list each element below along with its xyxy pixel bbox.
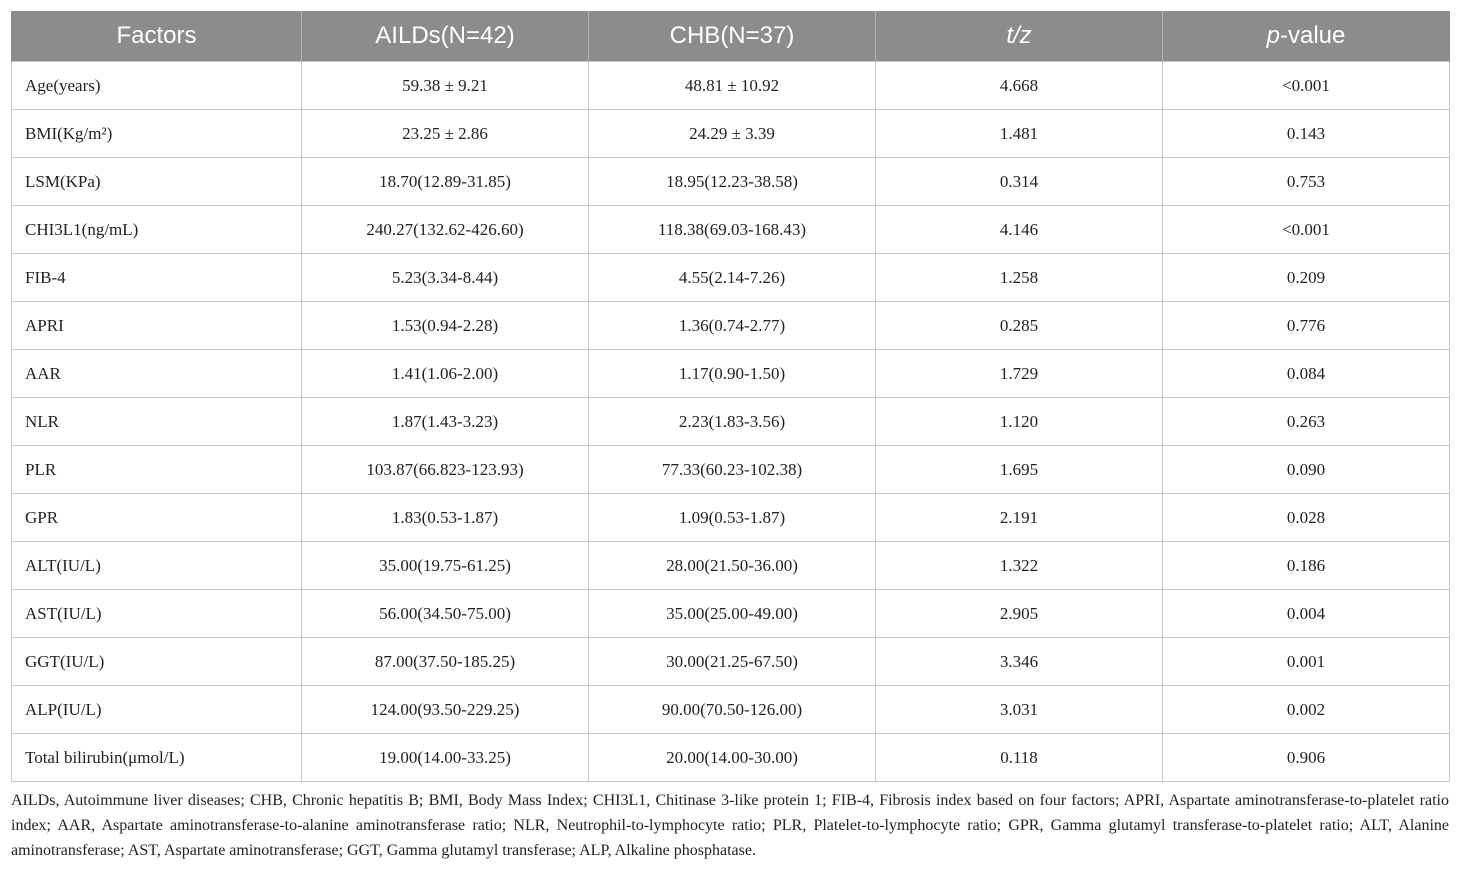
header-tz-italic: t/z — [1006, 22, 1032, 49]
factor-cell: GPR — [12, 494, 302, 542]
header-factors: Factors — [12, 11, 302, 62]
test-statistic-cell: 1.322 — [876, 542, 1163, 590]
p-value-cell: <0.001 — [1163, 62, 1450, 110]
chb-value-cell: 1.09(0.53-1.87) — [589, 494, 876, 542]
table-row — [12, 206, 1450, 254]
p-value-cell: 0.002 — [1163, 686, 1450, 734]
chb-value-cell: 4.55(2.14-7.26) — [589, 254, 876, 302]
test-statistic-cell: 1.729 — [876, 350, 1163, 398]
ailds-value-cell: 5.23(3.34-8.44) — [302, 254, 589, 302]
chb-value-cell: 20.00(14.00-30.00) — [589, 734, 876, 782]
p-value-cell: 0.186 — [1163, 542, 1450, 590]
test-statistic-cell: 4.668 — [876, 62, 1163, 110]
factor-cell: LSM(KPa) — [12, 158, 302, 206]
chb-value-cell: 48.81 ± 10.92 — [589, 62, 876, 110]
factor-cell: ALP(IU/L) — [12, 686, 302, 734]
p-value-cell: 0.004 — [1163, 590, 1450, 638]
factor-cell: GGT(IU/L) — [12, 638, 302, 686]
p-value-cell: 0.001 — [1163, 638, 1450, 686]
table-row — [12, 734, 1450, 782]
p-value-cell: 0.209 — [1163, 254, 1450, 302]
ailds-value-cell: 103.87(66.823-123.93) — [302, 446, 589, 494]
test-statistic-cell: 2.905 — [876, 590, 1163, 638]
data-table-container — [11, 11, 1449, 782]
factor-cell: Age(years) — [12, 62, 302, 110]
ailds-value-cell: 124.00(93.50-229.25) — [302, 686, 589, 734]
p-value-cell: 0.090 — [1163, 446, 1450, 494]
chb-value-cell: 77.33(60.23-102.38) — [589, 446, 876, 494]
test-statistic-cell: 2.191 — [876, 494, 1163, 542]
test-statistic-cell: 3.031 — [876, 686, 1163, 734]
table-row — [12, 350, 1450, 398]
ailds-value-cell: 1.87(1.43-3.23) — [302, 398, 589, 446]
table-row — [12, 446, 1450, 494]
test-statistic-cell: 4.146 — [876, 206, 1163, 254]
header-test-statistic — [876, 11, 1163, 62]
chb-value-cell: 118.38(69.03-168.43) — [589, 206, 876, 254]
p-value-cell: 0.776 — [1163, 302, 1450, 350]
test-statistic-cell: 0.314 — [876, 158, 1163, 206]
header-ailds: AILDs(N=42) — [302, 11, 589, 62]
test-statistic-cell: 0.285 — [876, 302, 1163, 350]
ailds-value-cell: 19.00(14.00-33.25) — [302, 734, 589, 782]
header-p-value — [1163, 11, 1450, 62]
p-value-cell: 0.084 — [1163, 350, 1450, 398]
chb-value-cell: 1.36(0.74-2.77) — [589, 302, 876, 350]
factor-cell: NLR — [12, 398, 302, 446]
ailds-value-cell: 35.00(19.75-61.25) — [302, 542, 589, 590]
table-row — [12, 590, 1450, 638]
factor-cell: FIB-4 — [12, 254, 302, 302]
p-value-cell: 0.028 — [1163, 494, 1450, 542]
p-value-cell: 0.263 — [1163, 398, 1450, 446]
ailds-value-cell: 23.25 ± 2.86 — [302, 110, 589, 158]
factor-cell: Total bilirubin(μmol/L) — [12, 734, 302, 782]
test-statistic-cell: 1.481 — [876, 110, 1163, 158]
table-row — [12, 158, 1450, 206]
test-statistic-cell: 1.258 — [876, 254, 1163, 302]
ailds-value-cell: 1.83(0.53-1.87) — [302, 494, 589, 542]
ailds-value-cell: 1.53(0.94-2.28) — [302, 302, 589, 350]
p-value-cell: 0.906 — [1163, 734, 1450, 782]
p-value-cell: 0.753 — [1163, 158, 1450, 206]
ailds-value-cell: 240.27(132.62-426.60) — [302, 206, 589, 254]
chb-value-cell: 90.00(70.50-126.00) — [589, 686, 876, 734]
ailds-value-cell: 18.70(12.89-31.85) — [302, 158, 589, 206]
table-row — [12, 638, 1450, 686]
factor-cell: AAR — [12, 350, 302, 398]
chb-value-cell: 30.00(21.25-67.50) — [589, 638, 876, 686]
factor-cell: APRI — [12, 302, 302, 350]
chb-value-cell: 28.00(21.50-36.00) — [589, 542, 876, 590]
p-value-cell: <0.001 — [1163, 206, 1450, 254]
factor-cell: BMI(Kg/m²) — [12, 110, 302, 158]
table-row — [12, 542, 1450, 590]
table-row — [12, 62, 1450, 110]
chb-value-cell: 24.29 ± 3.39 — [589, 110, 876, 158]
test-statistic-cell: 0.118 — [876, 734, 1163, 782]
header-p-rest: -value — [1279, 22, 1346, 49]
chb-value-cell: 18.95(12.23-38.58) — [589, 158, 876, 206]
factor-cell: PLR — [12, 446, 302, 494]
ailds-value-cell: 59.38 ± 9.21 — [302, 62, 589, 110]
table-body — [12, 62, 1450, 782]
test-statistic-cell: 1.120 — [876, 398, 1163, 446]
table-footnote: AILDs, Autoimmune liver diseases; CHB, Chronic hepatitis B; BMI, Body Mass Index; CHI3L1, Chitinase 3-like protein 1; FIB-4, Fibrosis index based on four factors; APRI, Aspartate aminotransferase-to-platelet ratio index; AAR, Aspartate aminotransferase-to-alanine aminotransferase ratio; NLR, Neutrophil-to-lymphocyte ratio; PLR, Platelet-to-lymphocyte ratio; GPR, Gamma glutamyl transferase-to-platelet ratio; ALT, Alanine aminotransferase; AST, Aspartate aminotransferase; GGT, Gamma glutamyl transferase; ALP, Alkaline phosphatase. — [11, 792, 1449, 859]
table-row — [12, 110, 1450, 158]
table-row — [12, 686, 1450, 734]
chb-value-cell: 1.17(0.90-1.50) — [589, 350, 876, 398]
factor-cell: AST(IU/L) — [12, 590, 302, 638]
ailds-value-cell: 1.41(1.06-2.00) — [302, 350, 589, 398]
table-row — [12, 494, 1450, 542]
ailds-value-cell: 87.00(37.50-185.25) — [302, 638, 589, 686]
chb-value-cell: 2.23(1.83-3.56) — [589, 398, 876, 446]
test-statistic-cell: 3.346 — [876, 638, 1163, 686]
test-statistic-cell: 1.695 — [876, 446, 1163, 494]
table-row — [12, 254, 1450, 302]
p-value-cell: 0.143 — [1163, 110, 1450, 158]
header-chb: CHB(N=37) — [589, 11, 876, 62]
ailds-value-cell: 56.00(34.50-75.00) — [302, 590, 589, 638]
table-row — [12, 302, 1450, 350]
table-row — [12, 398, 1450, 446]
factor-cell: CHI3L1(ng/mL) — [12, 206, 302, 254]
header-p-italic: p — [1266, 22, 1280, 49]
comparison-table — [11, 11, 1450, 782]
factor-cell: ALT(IU/L) — [12, 542, 302, 590]
chb-value-cell: 35.00(25.00-49.00) — [589, 590, 876, 638]
table-header-row — [12, 11, 1450, 62]
